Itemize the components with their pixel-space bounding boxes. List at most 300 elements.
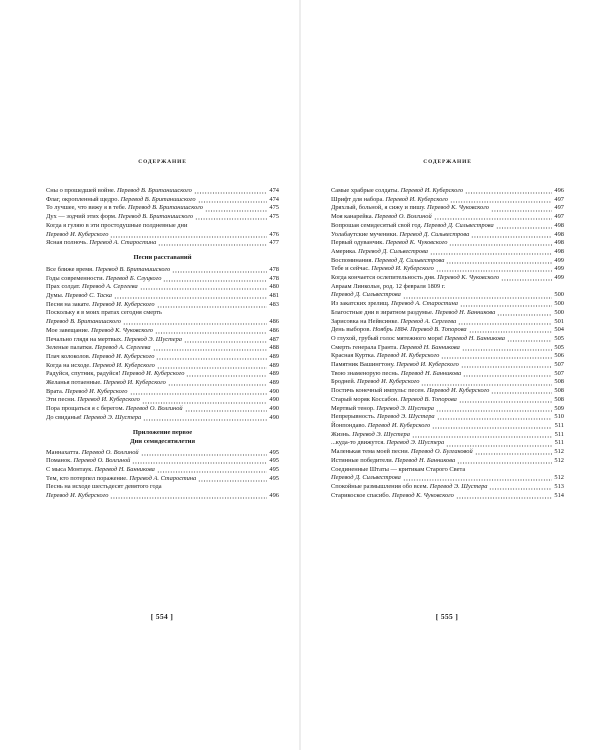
entry-text [46, 370, 184, 379]
entry-text [331, 396, 457, 405]
entry-line [46, 318, 279, 327]
entry-text [331, 204, 489, 213]
entry-title: Зарисовка на Нейвсинке. [331, 317, 399, 325]
entry-page-number: 498 [554, 230, 564, 238]
entry-page-number: 512 [554, 474, 564, 482]
entry-page-number: 507 [554, 369, 564, 377]
dot-leader [110, 236, 267, 238]
entry-translator: Перевод Д. Сильвестрова [331, 474, 401, 482]
entry-title: Сны о прошедшей войне. [46, 187, 116, 194]
entry-title: Плач колоколов. [46, 352, 91, 360]
entry-title: С мыса Монтаук. [46, 465, 93, 473]
entry-text [46, 327, 153, 336]
dot-leader [461, 366, 552, 368]
entry-text [46, 213, 193, 222]
entry-translator: Перевод А. Сергеева [94, 344, 151, 352]
entry-text [331, 274, 499, 283]
entry-page-number: 498 [554, 221, 564, 229]
entry-title: Смерть генерала Гранта. [331, 343, 398, 351]
entry-translator: Перевод В. Британишского [118, 213, 194, 221]
entry-page-number: 495 [269, 457, 279, 465]
toc-entry [46, 309, 279, 326]
entry-text [46, 414, 141, 423]
entry-text [331, 309, 495, 318]
toc-entry [331, 326, 564, 335]
toc-entry [331, 318, 564, 327]
section-heading: Песни расставаний [133, 253, 192, 261]
entry-title: Поманок. [46, 457, 72, 465]
entry-title: Америка. [331, 247, 357, 255]
entry-translator: Перевод И. Куберского [122, 370, 185, 378]
entry-page-number: 475 [269, 204, 279, 212]
entry-title: Зеленые палатки. [46, 344, 94, 352]
entry-text [331, 431, 410, 440]
entry-title: Соединенные Штаты — критикам Старого Света [331, 465, 466, 473]
toc-entry [46, 466, 279, 475]
entry-translator: Перевод Э. Шустера [83, 413, 142, 421]
entry-title: Эти песни. [46, 396, 76, 404]
entry-page-number: 505 [554, 334, 564, 342]
entry-text [331, 231, 469, 240]
entry-title: Врата. [46, 387, 64, 395]
entry-page-number: 489 [269, 379, 279, 387]
entry-title: Все ближе время. [46, 265, 94, 273]
entry-translator: Перевод И. Куберского [77, 396, 140, 404]
entry-page-number: 481 [269, 292, 279, 300]
entry-translator: Перевод Д. Сильвестрова [374, 256, 445, 264]
entry-title: Дряхлый, больной, я сижу и пишу. [331, 204, 426, 212]
entry-text [46, 466, 155, 475]
dot-leader [458, 323, 552, 325]
section-subheading: Дни семидесятилетия [129, 437, 196, 445]
entry-page-number: 478 [269, 274, 279, 282]
entry-page-number: 490 [269, 396, 279, 404]
toc-entry [46, 396, 279, 405]
toc-entry [331, 466, 564, 483]
entry-translator: Перевод А. Старостина [391, 300, 458, 308]
entry-page-number: 511 [554, 430, 564, 438]
entry-title: Твою знаменорую песнь. [331, 369, 400, 377]
toc-entry [331, 309, 564, 318]
entry-text [46, 283, 138, 292]
entry-text [331, 318, 456, 327]
entry-translator: Перевод А. Старостина [129, 474, 197, 482]
dot-leader [436, 410, 552, 412]
entry-translator: Перевод Н. Банникова [435, 308, 496, 316]
entry-page-number: 483 [269, 300, 279, 308]
toc-entry [46, 405, 279, 414]
toc-entry [331, 335, 564, 344]
entry-page-number: 497 [554, 204, 564, 212]
toc-entry [331, 265, 564, 274]
entry-translator: Перевод С. Таска [65, 292, 112, 300]
dot-leader [172, 271, 267, 273]
entry-text [331, 483, 487, 492]
entry-translator: Перевод Э. Шустера [376, 413, 435, 421]
entry-page-number: 475 [269, 213, 279, 221]
entry-page-number: 487 [269, 335, 279, 343]
entry-title: Благостные дни в зиратном раздумье. [331, 308, 434, 316]
entry-title: О глухой, грубый голос мятежного моря! [331, 334, 444, 342]
entry-translator: Перевод О. Волгиной [81, 448, 139, 456]
dot-leader [421, 384, 552, 386]
entry-text [331, 239, 447, 248]
entry-translator: Перевод И. Куберского [367, 421, 431, 429]
entry-title: Тем, кто потерпел поражение. [46, 474, 128, 482]
entry-page-number: 512 [554, 456, 564, 464]
entry-translator: Перевод О. Волгиной [73, 457, 131, 465]
toc-entry [46, 388, 279, 397]
entry-title: Непрерывность. [331, 413, 376, 421]
dot-leader [157, 367, 267, 369]
entry-translator: Перевод Б. Слуцкого [105, 274, 162, 282]
entry-text [331, 265, 434, 274]
dot-leader [142, 402, 267, 404]
toc-entry [46, 379, 279, 388]
entry-text [46, 449, 139, 458]
table-of-contents [46, 187, 279, 501]
entry-page-number: 499 [554, 265, 564, 273]
toc-entry [331, 231, 564, 240]
entry-translator: Перевод В. Британишского [127, 204, 203, 212]
toc-entry [46, 370, 279, 379]
entry-translator: Перевод О. Волгиной [125, 405, 183, 413]
entry-text [46, 204, 203, 213]
entry-title: Думы. [46, 292, 64, 300]
entry-title: Йонпондаво. [331, 421, 367, 429]
entry-page-number: 496 [554, 187, 564, 194]
toc-entry [46, 483, 279, 500]
entry-page-number: 498 [554, 247, 564, 255]
entry-title: Моя канарейка. [331, 213, 374, 221]
entry-text [331, 352, 439, 361]
entry-title: Воспоминания. [331, 256, 374, 264]
entry-page-number: 495 [269, 465, 279, 473]
dot-leader [163, 280, 267, 282]
dot-leader [469, 331, 552, 333]
entry-translator: Перевод О. Булгаковой [410, 448, 473, 456]
toc-entry [46, 292, 279, 301]
dot-leader [437, 418, 552, 420]
toc-entry [46, 449, 279, 458]
entry-title: До свиданья! [46, 413, 82, 421]
entry-page-number: 497 [554, 213, 564, 221]
entry-title: Бродней. [331, 378, 356, 386]
toc-entry [46, 327, 279, 336]
toc-entry [46, 362, 279, 371]
entry-page-number: 509 [554, 404, 564, 412]
toc-entry [46, 336, 279, 345]
dot-leader [155, 332, 267, 334]
dot-leader [491, 392, 552, 394]
entry-title: Маленькая тема моей песни. [331, 448, 410, 456]
dot-leader [460, 305, 552, 307]
dot-leader [432, 427, 552, 429]
entry-page-number: 500 [554, 300, 564, 308]
dot-leader [463, 375, 552, 377]
toc-entry [46, 475, 279, 484]
toc-entry [331, 187, 564, 196]
entry-line [46, 309, 279, 318]
dot-leader [194, 192, 267, 194]
entry-title: Старый моряк Коссабон. [331, 395, 399, 403]
left-page [0, 0, 299, 750]
toc-entry [331, 492, 564, 501]
toc-entry [46, 204, 279, 213]
entry-text [331, 213, 432, 222]
entry-title: Шрифт для набора. [331, 195, 384, 203]
entry-translator: Перевод Д. Сильвестрова [423, 221, 494, 229]
entry-page-number: 506 [554, 352, 564, 360]
dot-leader [449, 244, 552, 246]
dot-leader [130, 393, 268, 395]
entry-text [46, 266, 170, 275]
entry-text [46, 362, 155, 371]
toc-entry [331, 274, 564, 283]
dot-leader [184, 341, 267, 343]
entry-text [331, 448, 473, 457]
toc-entry [46, 266, 279, 275]
entry-title: ...куда-то движутся. [331, 439, 385, 447]
entry-page-number: 510 [554, 413, 564, 421]
entry-page-number: 499 [554, 256, 564, 264]
toc-entry [331, 422, 564, 431]
entry-line [46, 483, 279, 492]
dot-leader [507, 340, 552, 342]
toc-entry [46, 344, 279, 353]
entry-translator: Перевод И. Куберского [91, 352, 155, 360]
toc-entry [331, 352, 564, 361]
entry-line [331, 466, 564, 475]
entry-title: Памятник Вашингтону. [331, 361, 395, 369]
entry-title: Флаг, окропленный щедро. [46, 195, 120, 203]
entry-translator: Перевод Э. Шустера [352, 430, 410, 438]
entry-title: Дух — зодчий этих форм. [46, 213, 117, 221]
entry-line [46, 231, 279, 240]
toc-entry [46, 196, 279, 205]
entry-page-number: 496 [269, 492, 279, 500]
dot-leader [186, 375, 267, 377]
entry-page-number: 501 [554, 317, 564, 325]
toc-entry [331, 439, 564, 448]
toc-entry [46, 222, 279, 239]
dot-leader [441, 357, 552, 359]
entry-translator: Перевод Д. Сильвестрова [358, 247, 428, 255]
entry-text [46, 344, 151, 353]
entry-text [331, 344, 460, 353]
entry-title: Когда кончается ослепительность дня. [331, 274, 436, 282]
entry-translator: Перевод И. Куберского [426, 387, 490, 395]
entry-text [331, 187, 463, 196]
entry-translator: Перевод И. Куберского [103, 379, 166, 387]
entry-text [46, 301, 155, 310]
toc-entry [46, 353, 279, 362]
dot-leader [412, 436, 552, 438]
entry-text [331, 387, 489, 396]
entry-title: Маннахатта. [46, 448, 81, 456]
entry-text [331, 300, 458, 309]
dot-leader [157, 306, 267, 308]
entry-translator: Перевод К. Чуковского [391, 491, 454, 499]
entry-translator: Перевод К. Чуковского [91, 326, 153, 334]
dot-leader [205, 210, 267, 212]
entry-page-number: 489 [269, 352, 279, 360]
entry-page-number: 489 [269, 370, 279, 378]
dot-leader [462, 349, 552, 351]
entry-translator: Перевод И. Куберского [371, 265, 434, 273]
dot-leader [157, 471, 267, 473]
entry-translator: Перевод И. Куберского [92, 361, 155, 369]
dot-leader [491, 210, 552, 212]
dot-leader [434, 218, 552, 220]
entry-translator: Перевод Э. Шустера [124, 335, 182, 343]
toc-entry [46, 275, 279, 284]
entry-page-number: 499 [554, 274, 564, 282]
toc-entry [331, 457, 564, 466]
toc-entry [331, 204, 564, 213]
entry-page-number: 474 [269, 187, 279, 194]
entry-translator: Перевод К. Чуковского [437, 274, 500, 282]
entry-page-number: 507 [554, 361, 564, 369]
entry-translator: Перевод В. Топорова [400, 395, 457, 403]
dot-leader [501, 279, 552, 281]
entry-text [46, 353, 154, 362]
dot-leader [168, 384, 267, 386]
entry-translator: Перевод А. Сергеева [400, 317, 457, 325]
entry-translator: Перевод Н. Банникова [394, 456, 456, 464]
entry-text [331, 492, 454, 501]
toc-entry [331, 361, 564, 370]
toc-entry [46, 239, 279, 248]
entry-title: Спокойные размышления обо всем. [331, 482, 429, 490]
page-number: [ 555 ] [435, 612, 459, 621]
entry-text [46, 475, 196, 484]
entry-text [46, 457, 130, 466]
entry-title: Жизнь. [331, 430, 351, 438]
entry-page-number: 490 [269, 387, 279, 395]
right-page [301, 0, 600, 750]
toc-entry [331, 248, 564, 257]
dot-leader [456, 497, 552, 499]
entry-page-number: 513 [554, 482, 564, 490]
entry-text [331, 222, 494, 231]
toc-entry [46, 457, 279, 466]
entry-title: Поскольку я в моих пратах сегодня смерть [46, 309, 162, 317]
entry-title: Прах солдат. [46, 283, 81, 291]
entry-page-number: 504 [554, 326, 564, 334]
entry-translator: Перевод Э. Шустера [429, 482, 488, 490]
entry-text [331, 326, 467, 335]
entry-translator: Перевод А. Сергеева [82, 283, 138, 291]
entry-text [46, 405, 183, 414]
toc-entry [331, 448, 564, 457]
dot-leader [198, 480, 267, 482]
dot-leader [475, 453, 552, 455]
toc-entry [331, 283, 564, 300]
entry-title: Из закатских зрелищ. [331, 300, 390, 308]
dot-leader [497, 314, 552, 316]
toc-entry [331, 396, 564, 405]
entry-translator: Перевод В. Британишского [46, 318, 121, 326]
entry-title: Уолабаутские мученики. [331, 230, 398, 238]
toc-entry [331, 387, 564, 396]
entry-translator: Перевод Э. Шустера [376, 404, 435, 412]
dot-leader [123, 323, 267, 325]
entry-page-number: 498 [554, 239, 564, 247]
dot-leader [132, 462, 267, 464]
entry-page-number: 511 [554, 421, 564, 429]
entry-title: То лучшее, что вижу я в тебе. [46, 204, 127, 212]
entry-page-number: 474 [269, 195, 279, 203]
entry-text [46, 379, 166, 388]
toc-entry [331, 431, 564, 440]
entry-page-number: 508 [554, 378, 564, 386]
toc-entry [331, 213, 564, 222]
entry-title: Первый одуванчик. [331, 239, 384, 247]
entry-title: Желанья потаенные. [46, 379, 102, 387]
dot-leader [489, 488, 552, 490]
entry-page-number: 486 [269, 326, 279, 334]
entry-translator: Перевод И. Куберского [46, 492, 109, 500]
entry-text [46, 396, 140, 405]
entry-title: Ясная полночь. [46, 239, 88, 247]
entry-page-number: 505 [554, 343, 564, 351]
entry-translator: Ноябрь 1884. Перевод В. Топорова [372, 326, 467, 334]
entry-text [331, 413, 435, 422]
entry-translator: Перевод И. Куберского [65, 387, 128, 395]
entry-text [331, 335, 505, 344]
entry-title: Вопрошая семидесятый свой год. [331, 221, 423, 229]
entry-text [331, 196, 448, 205]
entry-title: Годы современности. [46, 274, 105, 282]
toc-entry [331, 483, 564, 492]
entry-translator: Перевод И. Куберского [396, 361, 459, 369]
dot-leader [403, 297, 552, 299]
section-heading: Приложение первое [132, 428, 193, 436]
entry-title: Песнь на исходе шестьдесят девятого года [46, 483, 162, 491]
entry-title: Радуйся, спутник, радуйся! [46, 370, 121, 378]
toc-entry [331, 222, 564, 231]
entry-translator: Перевод К. Чуковского [427, 204, 489, 212]
entry-title: Мое завещание. [46, 326, 90, 334]
entry-text [46, 292, 112, 301]
dot-leader [110, 497, 267, 499]
entry-text [331, 378, 419, 387]
entry-title: День выборов. [331, 326, 371, 334]
toc-entry [331, 239, 564, 248]
entry-text [331, 248, 428, 257]
entry-title: Мертвый тенор. [331, 404, 375, 412]
entry-translator: Перевод И. Куберского [92, 300, 155, 308]
dot-leader [185, 410, 267, 412]
entry-page-number: 489 [269, 361, 279, 369]
dot-leader [465, 192, 552, 194]
entry-translator: Перевод В. Британишского [120, 195, 196, 203]
entry-translator: Перевод И. Куберского [357, 378, 420, 386]
entry-page-number: 478 [269, 265, 279, 273]
entry-page-number: 508 [554, 395, 564, 403]
entry-title: Постичь конечный импульс песен. [331, 387, 426, 395]
entry-text [331, 257, 444, 266]
toc-entry [331, 257, 564, 266]
entry-text [46, 187, 192, 196]
entry-title: Истинные победители. [331, 456, 394, 464]
toc-entry [331, 370, 564, 379]
toc-entry [331, 405, 564, 414]
entry-title: Старикоское спасибо. [331, 491, 391, 499]
table-of-contents [331, 187, 564, 500]
toc-entry [46, 283, 279, 292]
